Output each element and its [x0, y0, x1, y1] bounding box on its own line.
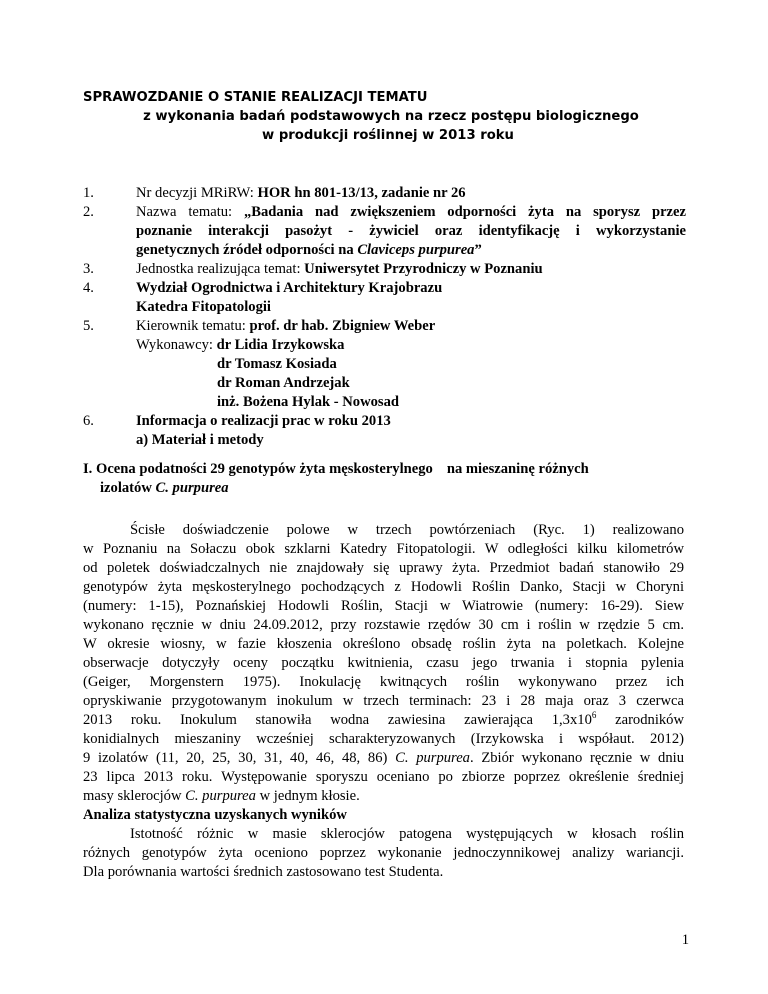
paragraph-line: 9 izolatów (11, 20, 25, 30, 31, 40, 46, 48, 86) C. purpurea. Zbiór wykonano ręcznie w dniu [83, 750, 685, 766]
item-number: 3. [83, 261, 94, 277]
item-label: Nazwa tematu: [136, 204, 244, 220]
page-number: 1 [681, 932, 689, 948]
item-label: Nr decyzji MRiRW: [136, 185, 258, 201]
item-label: Kierownik tematu: [136, 318, 250, 334]
paragraph-line: różnych genotypów żyta oceniono poprzez wykonanie jednoczynnikowej analizy wariancji. [83, 845, 684, 861]
paragraph-line: opryskiwanie przygotowanym inokulum w trzech terminach: 23 i 28 maja oraz 3 czerwca [83, 693, 684, 709]
item-number: 4. [83, 280, 94, 296]
paragraph-line: 23 lipca 2013 roku. Występowanie sporyszu oceniano po zbiorze poprzez określenie średniej [83, 769, 684, 785]
decision-number: HOR hn 801-13/13, zadanie nr 26 [257, 185, 466, 201]
item-number: 1. [83, 185, 94, 201]
materials-methods-heading: a) Materiał i metody [136, 432, 264, 448]
department-name: Katedra Fitopatologii [136, 299, 271, 315]
paragraph-line: wykonano ręcznie w dniu 24.09.2012, przy rozstawie rzędów 30 cm i roślin w rzędzie 5 cm. [83, 617, 684, 633]
header-line-1: SPRAWOZDANIE O STANIE REALIZACJI TEMATU [83, 90, 428, 105]
paragraph-line: od poletek doświadczalnych nie znajdowały się uprawy żyta. Przedmiot badań stanowiło 29 [83, 560, 684, 576]
list-item-2 [83, 203, 686, 260]
paragraph-line: obserwacje dotyczyły oceny początku kwitnienia, czasu jego trwania i stopnia pylenia [83, 655, 684, 671]
institution-name: Uniwersytet Przyrodniczy w Poznaniu [304, 261, 543, 277]
paragraph-line: Dla porównania wartości średnich zastosowano test Studenta. [83, 864, 444, 880]
progress-info-heading: Informacja o realizacji prac w roku 2013 [136, 413, 391, 429]
executor-name: inż. Bożena Hylak - Nowosad [217, 394, 400, 410]
topic-title-line-3: genetycznych źródeł odporności na Claviceps purpurea” [136, 242, 482, 258]
paragraph-line: (Geiger, Morgenstern 1975). Inokulację kwitnących roślin wykonywano przez ich [83, 674, 684, 690]
topic-title-line-1: „Badania nad zwiększeniem odporności żyta na sporysz przez [243, 204, 686, 220]
paragraph-line: W okresie wiosny, w fazie kłoszenia określono obsadę roślin żyta na poletkach. Kolejne [83, 636, 684, 652]
paragraph-line: 2013 roku. Inokulum stanowiła wodna zawiesina zawierająca $1,3x10^6$ zarodników [83, 710, 685, 728]
item-label: Jednostka realizująca temat: [136, 261, 305, 277]
item-number: 6. [83, 413, 94, 429]
paragraph-line: (numery: 1-15), Poznańskiej Hodowli Roślin, Stacji w Wiatrowie (numery: 16-29). Siew [83, 598, 684, 614]
paragraph-line: genotypów żyta męskosterylnego pochodzących z Hodowli Roślin Danko, Stacji w Choryni [83, 579, 684, 595]
item-number: 5. [83, 318, 94, 334]
executor-name: dr Lidia Irzykowska [216, 337, 345, 353]
paragraph-line: konidialnych mieszaniny wcześniej scharakteryzowanych (Irzykowska i współaut. 2012) [83, 731, 684, 747]
executors-label: Wykonawcy: [136, 337, 217, 353]
project-leader: prof. dr hab. Zbigniew Weber [249, 318, 436, 334]
paragraph-line: masy sklerocjów C. purpurea w jednym kłosie. [83, 788, 360, 804]
executor-name: dr Roman Andrzejak [217, 375, 350, 391]
statistics-heading: Analiza statystyczna uzyskanych wyników [83, 807, 347, 823]
paragraph-line: Ścisłe doświadczenie polowe w trzech powtórzeniach (Ryc. 1) realizowano [130, 522, 684, 538]
statistics-paragraph [83, 825, 684, 882]
header-line-3: w produkcji roślinnej w 2013 roku [262, 128, 514, 143]
section-title: I. Ocena podatności 29 genotypów żyta męskosterylnego na mieszaninę różnych izolatów C. purpurea [83, 461, 589, 496]
paragraph-line: w Poznaniu na Sołaczu obok szklarni Katedry Fitopatologii. W odległości kilku kilometrów [83, 541, 684, 557]
methods-paragraph [83, 521, 684, 806]
executor-name: dr Tomasz Kosiada [217, 356, 337, 372]
faculty-name: Wydział Ogrodnictwa i Architektury Krajobrazu [136, 280, 443, 296]
paragraph-line: Istotność różnic w masie sklerocjów patogena występujących w kłosach roślin [130, 826, 684, 842]
item-number: 2. [83, 204, 94, 220]
topic-title-line-2: poznanie interakcji pasożyt - żywiciel oraz identyfikację i wykorzystanie [136, 223, 686, 239]
header-line-2: z wykonania badań podstawowych na rzecz postępu biologicznego [143, 109, 639, 124]
